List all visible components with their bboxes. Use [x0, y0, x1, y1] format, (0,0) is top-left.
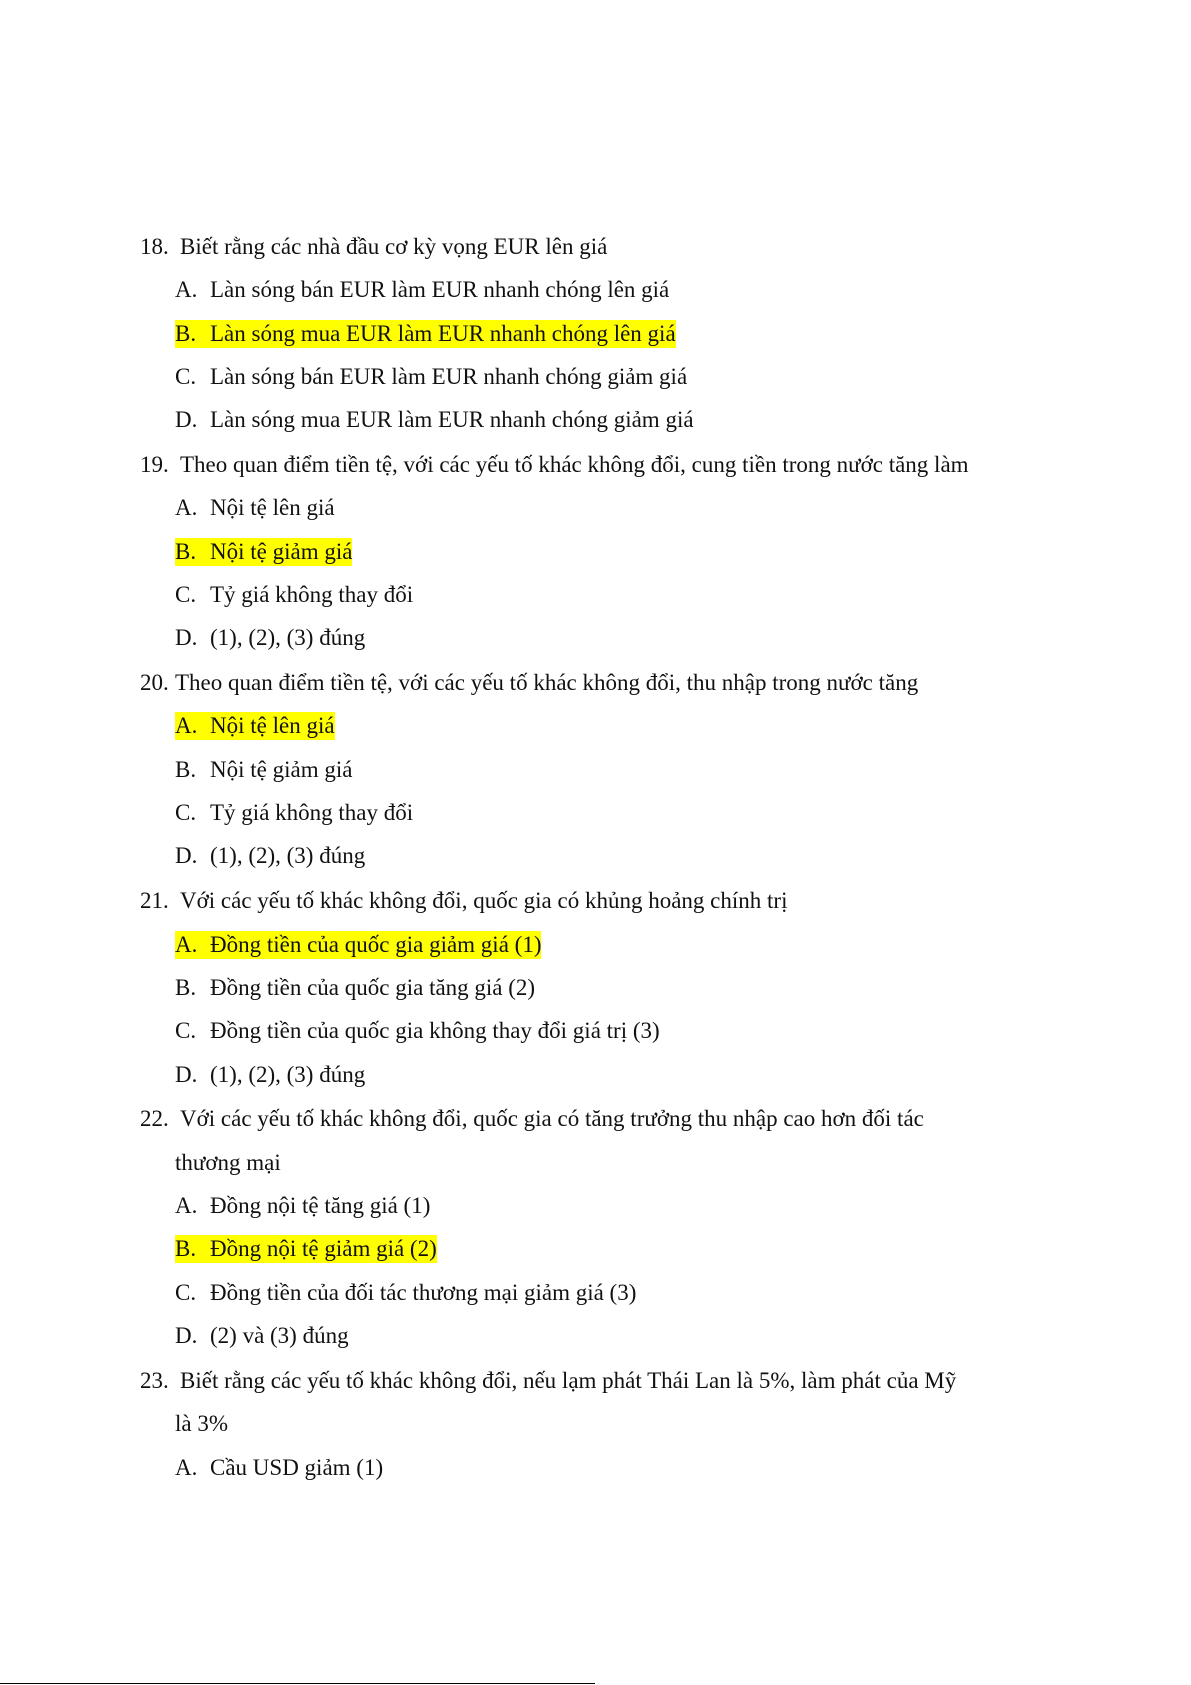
- option-text: Đồng tiền của quốc gia không thay đổi giá trị (3): [210, 1018, 660, 1043]
- option-letter: A.: [175, 932, 198, 957]
- option-letter: D.: [175, 843, 198, 868]
- question-number: 21.: [140, 888, 169, 913]
- option-text: Đồng nội tệ giảm giá (2): [210, 1236, 437, 1261]
- question-18: [140, 233, 607, 261]
- question-number: 19.: [140, 452, 169, 477]
- option-19-d[interactable]: [175, 624, 365, 652]
- option-text: (1), (2), (3) đúng: [210, 1062, 366, 1087]
- question-text: Biết rằng các yếu tố khác không đổi, nếu lạm phát Thái Lan là 5%, làm phát của Mỹ: [180, 1368, 957, 1393]
- option-22-b-highlighted[interactable]: [175, 1235, 437, 1263]
- option-21-c[interactable]: [175, 1017, 660, 1045]
- question-text: Theo quan điểm tiền tệ, với các yếu tố khác không đổi, cung tiền trong nước tăng làm: [180, 452, 969, 477]
- option-letter: A.: [175, 1193, 198, 1218]
- option-letter: A.: [175, 713, 198, 738]
- option-21-b[interactable]: [175, 974, 535, 1002]
- option-20-d[interactable]: [175, 842, 365, 870]
- option-text: Tỷ giá không thay đổi: [210, 582, 414, 607]
- option-letter: C.: [175, 1280, 197, 1305]
- option-19-b-highlighted[interactable]: [175, 538, 352, 566]
- footer-divider: [0, 1683, 595, 1684]
- option-text: (2) và (3) đúng: [210, 1323, 349, 1348]
- question-number: 23.: [140, 1368, 169, 1393]
- option-letter: D.: [175, 1062, 198, 1087]
- option-21-d[interactable]: [175, 1061, 365, 1089]
- question-20: [140, 669, 918, 697]
- option-18-a[interactable]: [175, 276, 669, 304]
- question-text: Với các yếu tố khác không đổi, quốc gia có tăng trưởng thu nhập cao hơn đối tác: [180, 1106, 924, 1131]
- option-text: Đồng nội tệ tăng giá (1): [210, 1193, 431, 1218]
- option-letter: B.: [175, 975, 197, 1000]
- option-19-c[interactable]: [175, 581, 413, 609]
- option-letter: B.: [175, 321, 197, 346]
- option-20-a-highlighted[interactable]: [175, 712, 335, 740]
- question-text: Biết rằng các nhà đầu cơ kỳ vọng EUR lên giá: [180, 234, 608, 259]
- option-text: Làn sóng mua EUR làm EUR nhanh chóng giảm giá: [210, 407, 694, 432]
- question-22: [140, 1105, 924, 1133]
- question-23: [140, 1367, 956, 1395]
- option-letter: A.: [175, 495, 198, 520]
- option-text: Nội tệ giảm giá: [210, 539, 353, 564]
- option-text: Làn sóng bán EUR làm EUR nhanh chóng giảm giá: [210, 364, 688, 389]
- option-19-a[interactable]: [175, 494, 335, 522]
- option-text: Nội tệ lên giá: [210, 713, 335, 738]
- option-text: Đồng tiền của quốc gia giảm giá (1): [210, 932, 542, 957]
- option-letter: B.: [175, 757, 197, 782]
- option-text: Làn sóng bán EUR làm EUR nhanh chóng lên giá: [210, 277, 670, 302]
- question-number: 22.: [140, 1106, 169, 1131]
- question-text: Với các yếu tố khác không đổi, quốc gia có khủng hoảng chính trị: [180, 888, 788, 913]
- question-21: [140, 887, 787, 915]
- option-letter: B.: [175, 1236, 197, 1261]
- option-letter: C.: [175, 582, 197, 607]
- option-21-a-highlighted[interactable]: [175, 931, 541, 959]
- option-letter: A.: [175, 277, 198, 302]
- option-text: Cầu USD giảm (1): [210, 1455, 384, 1480]
- option-22-a[interactable]: [175, 1192, 430, 1220]
- option-text: Làn sóng mua EUR làm EUR nhanh chóng lên giá: [210, 321, 676, 346]
- question-19: [140, 451, 969, 479]
- option-letter: A.: [175, 1455, 198, 1480]
- option-20-c[interactable]: [175, 799, 413, 827]
- option-18-d[interactable]: [175, 406, 694, 434]
- question-number: 18.: [140, 234, 169, 259]
- option-letter: D.: [175, 1323, 198, 1348]
- option-letter: D.: [175, 407, 198, 432]
- question-text-continuation: thương mại: [175, 1150, 281, 1175]
- option-text: (1), (2), (3) đúng: [210, 843, 366, 868]
- option-letter: B.: [175, 539, 197, 564]
- question-number: 20.: [140, 670, 169, 695]
- option-text: Đồng tiền của đối tác thương mại giảm giá (3): [210, 1280, 637, 1305]
- option-text: Nội tệ giảm giá: [210, 757, 353, 782]
- option-text: (1), (2), (3) đúng: [210, 625, 366, 650]
- option-text: Nội tệ lên giá: [210, 495, 335, 520]
- option-text: Tỷ giá không thay đổi: [210, 800, 414, 825]
- option-letter: C.: [175, 364, 197, 389]
- option-letter: D.: [175, 625, 198, 650]
- question-text-continuation: là 3%: [175, 1411, 229, 1436]
- option-18-b-highlighted[interactable]: [175, 320, 676, 348]
- option-text: Đồng tiền của quốc gia tăng giá (2): [210, 975, 536, 1000]
- option-22-d[interactable]: [175, 1322, 349, 1350]
- option-20-b[interactable]: [175, 756, 352, 784]
- option-22-c[interactable]: [175, 1279, 636, 1307]
- option-letter: C.: [175, 800, 197, 825]
- option-letter: C.: [175, 1018, 197, 1043]
- option-18-c[interactable]: [175, 363, 687, 391]
- question-text: Theo quan điểm tiền tệ, với các yếu tố khác không đổi, thu nhập trong nước tăng: [175, 670, 919, 695]
- option-23-a[interactable]: [175, 1454, 383, 1482]
